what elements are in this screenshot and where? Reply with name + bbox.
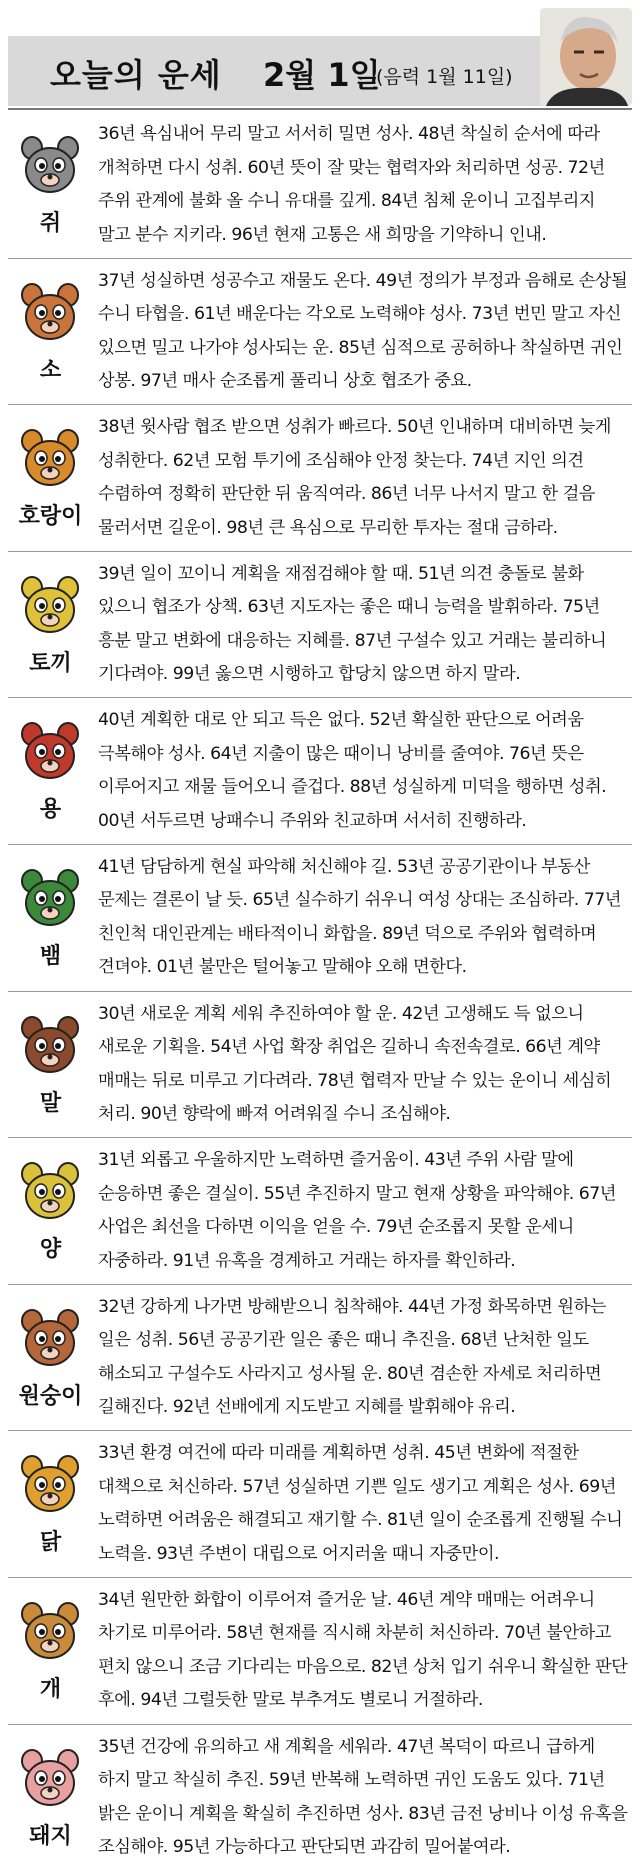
zodiac-cell xyxy=(8,112,93,258)
fortune-text: 39년 일이 꼬이니 계획을 재점검해야 할 때. 51년 의견 충돌로 불화 있으니 협조가 상책. 63년 지도자는 좋은 때니 능력을 발휘하라. 75년 흥분 말고 변화에 대응하는 지혜를. 87년 구설수 있고 거래는 불리하니 기다려야. 99년 옳으면 시행하고 합당치 않으면 하지 말라. xyxy=(98,563,607,685)
zodiac-animal-name: 양 xyxy=(39,1237,62,1263)
fortune-row xyxy=(8,552,632,699)
fortune-text: 32년 강하게 나가면 방해받으니 침착해야. 44년 가정 화목하면 원하는 일은 성취. 56년 공공기관 일은 좋은 때니 추진을. 68년 난처한 일도 해소되고 구설수도 사라지고 성사될 운. 80년 겸손한 자세로 처리하면 길해진다. 92년 선배에게 지도받고 지혜를 발휘해야 유리. xyxy=(98,1296,606,1418)
zodiac-cell xyxy=(8,845,93,991)
rat-icon xyxy=(18,134,82,198)
snake-icon xyxy=(18,867,82,931)
fortune-row xyxy=(8,992,632,1139)
zodiac-cell xyxy=(8,552,93,698)
fortune-row xyxy=(8,112,632,259)
page-title: 오늘의 운세 xyxy=(50,56,222,94)
author-photo xyxy=(540,8,632,106)
rooster-icon xyxy=(18,1453,82,1517)
dragon-icon xyxy=(18,720,82,784)
zodiac-cell xyxy=(8,698,93,844)
fortune-text: 31년 외롭고 우울하지만 노력하면 즐거움이. 43년 주위 사람 말에 순응하면 좋은 결실이. 55년 추진하지 말고 현재 상황을 파악해야. 67년 사업은 최선을 다하면 이익을 얻을 수. 79년 순조롭지 못할 운세니 자중하라. 91년 유혹을 경계하고 거래는 하자를 확인하라. xyxy=(98,1150,616,1271)
horse-icon xyxy=(18,1014,82,1078)
zodiac-animal-name: 닭 xyxy=(39,1530,62,1556)
fortune-row xyxy=(8,405,632,552)
zodiac-animal-name: 호랑이 xyxy=(18,504,83,530)
fortune-text: 30년 새로운 계획 세워 추진하여야 할 운. 42년 고생해도 득 없으니 새로운 기획을. 54년 사업 확장 취업은 길하니 속전속결로. 66년 계약 매매는 뒤로 미루고 기다려라. 78년 협력자 만날 수 있는 운이니 세심히 처리. 90년 향락에 빠져 어려워질 수니 조심해야. xyxy=(98,1003,612,1125)
fortune-row xyxy=(8,698,632,845)
fortune-text: 40년 계획한 대로 안 되고 득은 없다. 52년 확실한 판단으로 어려움 극복해야 성사. 64년 지출이 많은 때이니 낭비를 줄여야. 76년 뜻은 이루어지고 재물 들어오니 즐겁다. 88년 성실하게 미덕을 행하면 성취. 00년 서두르면 낭패수니 주위와 친교하며 서서히 진행하라. xyxy=(98,710,607,831)
ox-icon xyxy=(18,281,82,345)
fortune-row xyxy=(8,1285,632,1432)
pig-icon xyxy=(18,1747,82,1811)
sheep-icon xyxy=(18,1160,82,1224)
zodiac-animal-name: 용 xyxy=(39,797,62,823)
zodiac-cell xyxy=(8,1431,93,1577)
zodiac-animal-name: 원숭이 xyxy=(18,1383,83,1409)
fortune-row xyxy=(8,1431,632,1578)
page-header xyxy=(8,8,632,110)
fortune-text: 34년 원만한 화합이 이루어져 즐거운 날. 46년 계약 매매는 어려우니 차기로 미루어라. 58년 현재를 직시해 차분히 처신하라. 70년 불안하고 편치 않으니 조금 기다리는 마음으로. 82년 상처 입기 쉬우니 확실한 판단 후에. 94년 그럴듯한 말로 부추겨도 별로니 거절하라. xyxy=(98,1589,628,1711)
zodiac-cell xyxy=(8,259,93,405)
fortune-row xyxy=(8,1725,632,1870)
fortune-text: 37년 성실하면 성공수고 재물도 온다. 49년 정의가 부정과 음해로 손상될 수니 타협을. 61년 배운다는 각오로 노력해야 성사. 73년 번민 말고 자신 있으면 밀고 나가야 성사되는 운. 85년 심적으로 공허하나 착실하면 귀인 상봉. 97년 매사 순조롭게 풀리니 상호 협조가 중요. xyxy=(98,270,628,392)
fortune-text: 38년 윗사람 협조 받으면 성취가 빠르다. 50년 인내하며 대비하면 늦게 성취한다. 62년 모험 투기에 조심해야 안정 찾는다. 74년 지인 의견 수렴하여 정확히 판단한 뒤 움직여라. 86년 너무 나서지 말고 한 걸음 물러서면 길운이. 98년 큰 욕심으로 무리한 투자는 절대 금하라. xyxy=(98,417,611,538)
fortune-text: 33년 환경 여건에 따라 미래를 계획하면 성취. 45년 변화에 적절한 대책으로 처신하라. 57년 성실하면 기쁜 일도 생기고 계획은 성사. 69년 노력하면 어려움은 해결되고 재기할 수. 81년 일이 순조롭게 진행될 수니 노력을. 93년 주변이 대립으로 어지러울 때니 자중만이. xyxy=(98,1443,623,1564)
dog-icon xyxy=(18,1600,82,1664)
zodiac-animal-name: 돼지 xyxy=(29,1823,72,1849)
fortune-text: 41년 담담하게 현실 파악해 처신해야 길. 53년 공공기관이나 부동산 문제는 결론이 날 듯. 65년 실수하기 쉬우니 여성 상대는 조심하라. 77년 친인척 대인관계는 배타적이니 화합을. 89년 덕으로 주위와 협력하며 견뎌야. 01년 불만은 털어놓고 말해야 오해 면한다. xyxy=(98,856,621,978)
header-lunar-date: (음력 1월 11일) xyxy=(376,66,513,88)
zodiac-animal-name: 소 xyxy=(39,357,62,383)
fortune-row xyxy=(8,259,632,406)
zodiac-animal-name: 쥐 xyxy=(39,211,62,236)
fortune-row xyxy=(8,1578,632,1725)
zodiac-cell xyxy=(8,1578,93,1724)
zodiac-cell xyxy=(8,1285,93,1431)
fortune-list xyxy=(8,112,632,1870)
zodiac-cell xyxy=(8,405,93,551)
zodiac-cell xyxy=(8,992,93,1138)
zodiac-animal-name: 토끼 xyxy=(29,650,72,676)
zodiac-animal-name: 뱀 xyxy=(39,943,62,969)
rabbit-icon xyxy=(18,574,82,638)
zodiac-cell xyxy=(8,1725,93,1870)
zodiac-cell xyxy=(8,1138,93,1284)
fortune-row xyxy=(8,1138,632,1285)
monkey-icon xyxy=(18,1307,82,1371)
tiger-icon xyxy=(18,427,82,491)
fortune-text: 36년 욕심내어 무리 말고 서서히 밀면 성사. 48년 착실히 순서에 따라 개척하면 다시 성취. 60년 뜻이 잘 맞는 협력자와 처리하면 성공. 72년 주위 관계에 불화 올 수니 유대를 깊게. 84년 침체 운이니 고집부리지 말고 분수 지키라. 96년 현재 고통은 새 희망을 기약하니 인내. xyxy=(98,124,605,245)
zodiac-animal-name: 말 xyxy=(39,1090,62,1116)
header-date: 2월 1일 xyxy=(263,56,381,94)
zodiac-animal-name: 개 xyxy=(39,1676,62,1702)
fortune-text: 35년 건강에 유의하고 새 계획을 세워라. 47년 복덕이 따르니 급하게 하지 말고 착실히 추진. 59년 반복해 노력하면 귀인 도움도 있다. 71년 밝은 운이니 계획을 확실히 추진하면 성사. 83년 금전 낭비나 이성 유혹을 조심해야. 95년 가능하다고 판단되면 과감히 밀어붙여라. xyxy=(98,1736,628,1858)
fortune-row xyxy=(8,845,632,992)
